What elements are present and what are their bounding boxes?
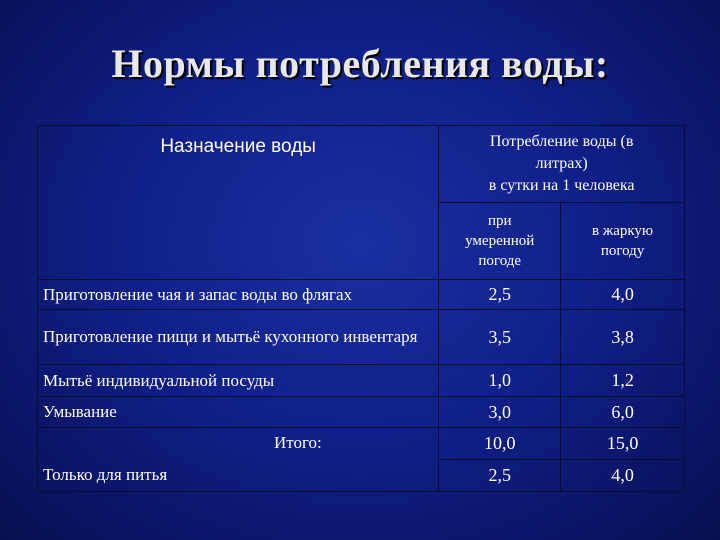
drinking-moderate-value: 2,5	[439, 460, 561, 492]
drinking-row	[38, 460, 685, 492]
row-purpose: Мытьё индивидуальной посуды	[38, 365, 439, 397]
consumption-header-line3: в сутки на 1 человека	[488, 177, 635, 194]
purpose-header-label: Назначение воды	[160, 136, 316, 157]
hot-header-line1: в жаркую	[592, 223, 654, 239]
table-row	[38, 310, 685, 365]
header-row	[38, 126, 685, 203]
row-hot-value: 3,8	[561, 310, 685, 365]
row-hot-value: 6,0	[561, 397, 685, 428]
table-row	[38, 397, 685, 428]
hot-weather-header	[561, 203, 685, 280]
row-hot-value: 4,0	[561, 280, 685, 310]
row-moderate-value: 3,0	[439, 397, 561, 428]
table-row	[38, 365, 685, 397]
moderate-header-line3: погоде	[478, 253, 522, 269]
water-norms-table	[37, 125, 685, 492]
total-label: Итого:	[274, 433, 322, 452]
total-row	[38, 428, 685, 460]
drinking-hot-value: 4,0	[561, 460, 685, 492]
table-row	[38, 280, 685, 310]
row-purpose: Приготовление пищи и мытьё кухонного инвентаря	[38, 310, 439, 365]
total-label-cell	[38, 428, 439, 460]
row-purpose: Приготовление чая и запас воды во флягах	[38, 280, 439, 310]
total-hot-value: 15,0	[561, 428, 685, 460]
consumption-header-line2: литрах)	[535, 155, 588, 172]
consumption-header	[439, 126, 685, 203]
moderate-header-line1: при	[487, 213, 512, 229]
total-moderate-value: 10,0	[439, 428, 561, 460]
slide-title: Нормы потребления воды:	[111, 41, 609, 86]
consumption-header-line1: Потребление воды (в	[489, 133, 634, 150]
hot-header-line2: погоду	[600, 243, 645, 259]
row-moderate-value: 2,5	[439, 280, 561, 310]
row-moderate-value: 1,0	[439, 365, 561, 397]
moderate-weather-header	[439, 203, 561, 280]
moderate-header-line2: умеренной	[465, 233, 535, 249]
drinking-label-cell	[38, 460, 439, 492]
row-purpose: Умывание	[38, 397, 439, 428]
drinking-label: Только для питья	[43, 465, 168, 485]
row-hot-value: 1,2	[561, 365, 685, 397]
row-moderate-value: 3,5	[439, 310, 561, 365]
purpose-header	[38, 126, 439, 280]
